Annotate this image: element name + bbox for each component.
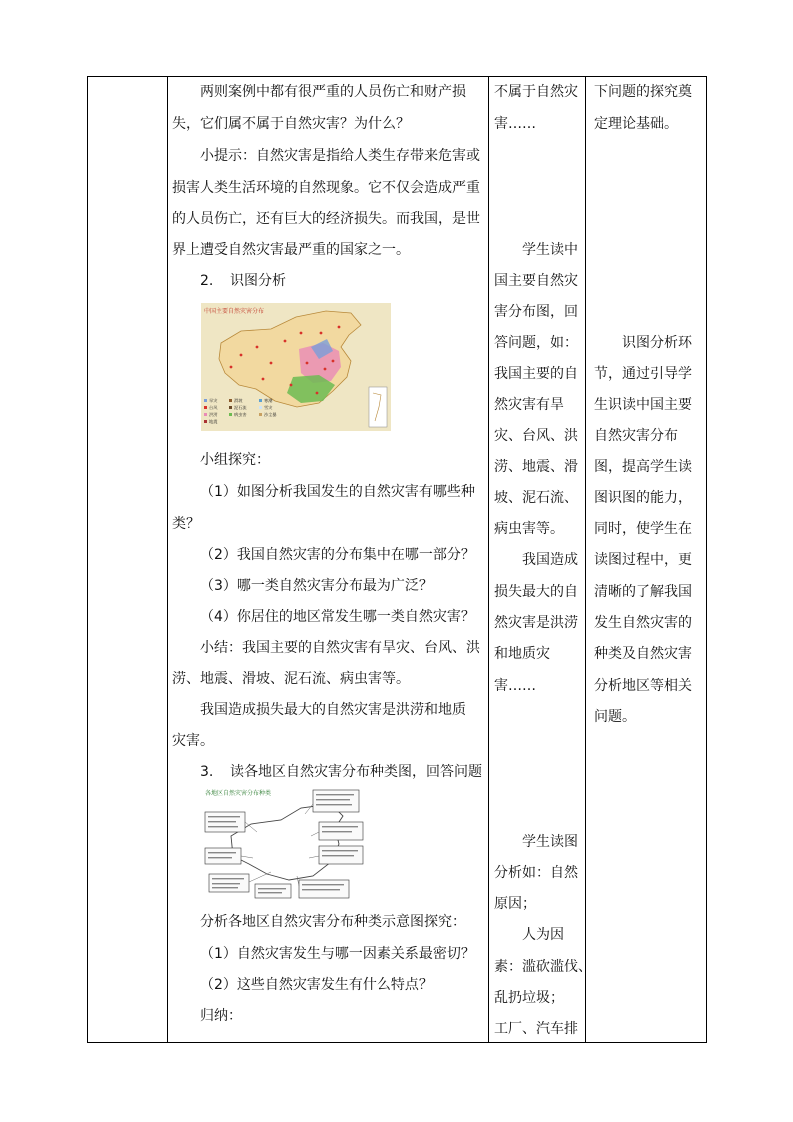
table-border-right <box>706 76 707 1043</box>
table-border-left <box>87 76 88 1043</box>
question-3: （3）哪一类自然灾害分布最为广泛？ <box>200 578 433 594</box>
summary-line: 小结：我国主要的自然灾害有旱灾、台风、洪 <box>200 640 480 656</box>
answer-line: 工厂、汽车排 <box>494 1021 578 1037</box>
intent-line: 图，提高学生读 <box>594 459 692 475</box>
intent-line: 识图分析环 <box>622 335 692 351</box>
question-2: （2）我国自然灾害的分布集中在哪一部分？ <box>200 547 475 563</box>
svg-text:滑坡: 滑坡 <box>234 398 243 403</box>
svg-text:沙尘暴: 沙尘暴 <box>264 412 277 417</box>
answer-line: 然灾害有旱 <box>494 397 564 413</box>
map-title: 各地区自然灾害分布种类 <box>205 790 272 797</box>
answer-line: 坡、泥石流、 <box>494 490 578 506</box>
answer-line: 害分布图，回 <box>494 304 578 320</box>
answer-line: 灾、台风、洪 <box>494 428 578 444</box>
group-inquiry-heading: 小组探究： <box>200 452 270 468</box>
intent-line: 定理论基础。 <box>594 116 678 132</box>
south-sea-inset <box>369 387 387 427</box>
tip-line: 的人员伤亡，还有巨大的经济损失。而我国，是世 <box>172 211 480 227</box>
answer-line: 答问题，如： <box>494 335 578 351</box>
question-1-line: （1）如图分析我国发生的自然灾害有哪些种 <box>200 484 475 500</box>
china-disaster-map <box>201 303 391 431</box>
answer-line: 然灾害是洪涝 <box>494 615 578 631</box>
intent-line: 分析地区等相关 <box>594 678 692 694</box>
intent-line: 下问题的探究奠 <box>594 84 692 100</box>
answer-line: 素：滥砍滥伐、 <box>494 959 592 975</box>
intent-line: 种类及自然灾害 <box>594 646 692 662</box>
analyze-heading: 分析各地区自然灾害分布种类示意图探究： <box>200 914 466 930</box>
svg-text:寒潮: 寒潮 <box>264 398 273 403</box>
svg-text:洪涝: 洪涝 <box>209 412 218 417</box>
table-bottom-border <box>87 1042 707 1043</box>
answer-line: 害…… <box>494 678 536 694</box>
question-1-line: 类？ <box>172 516 200 532</box>
answer-line: 我国造成 <box>522 552 578 568</box>
svg-text:病虫害: 病虫害 <box>234 412 247 417</box>
svg-text:雪灾: 雪灾 <box>264 405 273 410</box>
answer-line: 害…… <box>494 116 536 132</box>
summary-line: 涝、地震、滑坡、泥石流、病虫害等。 <box>172 671 410 687</box>
section-2-number: 2. <box>200 273 214 289</box>
intent-line: 发生自然灾害的 <box>594 615 692 631</box>
tip-line: 界上遭受自然灾害最严重的国家之一。 <box>172 242 410 258</box>
intent-line: 读图过程中，更 <box>594 552 692 568</box>
intent-line: 问题。 <box>594 709 636 725</box>
loss-line: 灾害。 <box>172 733 214 749</box>
intent-line: 清晰的了解我国 <box>594 584 692 600</box>
section-2-title: 识图分析 <box>230 273 286 289</box>
table-top-border <box>87 76 707 77</box>
case-question-line: 两则案例中都有很严重的人员伤亡和财产损 <box>200 84 466 100</box>
intent-line: 生识读中国主要 <box>594 397 692 413</box>
svg-text:旱灾: 旱灾 <box>209 398 218 403</box>
answer-line: 乱扔垃圾； <box>494 990 564 1006</box>
map-title: 中国主要自然灾害分布 <box>204 308 265 315</box>
intent-line: 同时，使学生在 <box>594 521 692 537</box>
section-3-title: 读各地区自然灾害分布种类图，回答问题 <box>230 764 482 780</box>
case-question-line: 失，它们属不属于自然灾害？为什么？ <box>172 116 410 132</box>
tip-line: 小提示：自然灾害是指给人类生存带来危害或 <box>200 148 480 164</box>
answer-line: 涝、地震、滑 <box>494 459 578 475</box>
answer-line: 和地质灾 <box>494 646 550 662</box>
intent-line: 图识图的能力， <box>594 490 692 506</box>
regional-disaster-map <box>201 786 367 903</box>
svg-text:台风: 台风 <box>209 405 218 410</box>
table-border-col1 <box>167 76 168 1043</box>
answer-line: 不属于自然灾 <box>494 84 578 100</box>
answer-line: 损失最大的自 <box>494 584 578 600</box>
answer-line: 国主要自然灾 <box>494 273 578 289</box>
answer-line: 病虫害等。 <box>494 521 564 537</box>
table-border-col3 <box>585 76 586 1043</box>
section-3-number: 3. <box>200 764 214 780</box>
question-4: （4）你居住的地区常发生哪一类自然灾害？ <box>200 609 475 625</box>
intent-line: 自然灾害分布 <box>594 428 678 444</box>
answer-line: 学生读中 <box>522 242 578 258</box>
answer-line: 我国主要的自 <box>494 366 578 382</box>
svg-text:地震: 地震 <box>209 419 218 424</box>
analyze-question-1: （1）自然灾害发生与哪一因素关系最密切？ <box>200 946 475 962</box>
svg-text:泥石流: 泥石流 <box>234 405 247 410</box>
answer-line: 分析如：自然 <box>494 865 578 881</box>
tip-line: 损害人类生活环境的自然现象。它不仅会造成严重 <box>172 180 480 196</box>
analyze-question-2: （2）这些自然灾害发生有什么特点？ <box>200 977 433 993</box>
conclusion-label: 归纳： <box>200 1008 242 1024</box>
answer-line: 人为因 <box>522 927 564 943</box>
loss-line: 我国造成损失最大的自然灾害是洪涝和地质 <box>200 702 466 718</box>
intent-line: 节，通过引导学 <box>594 366 692 382</box>
table-border-col2 <box>488 76 489 1043</box>
answer-line: 原因； <box>494 896 536 912</box>
answer-line: 学生读图 <box>522 834 578 850</box>
